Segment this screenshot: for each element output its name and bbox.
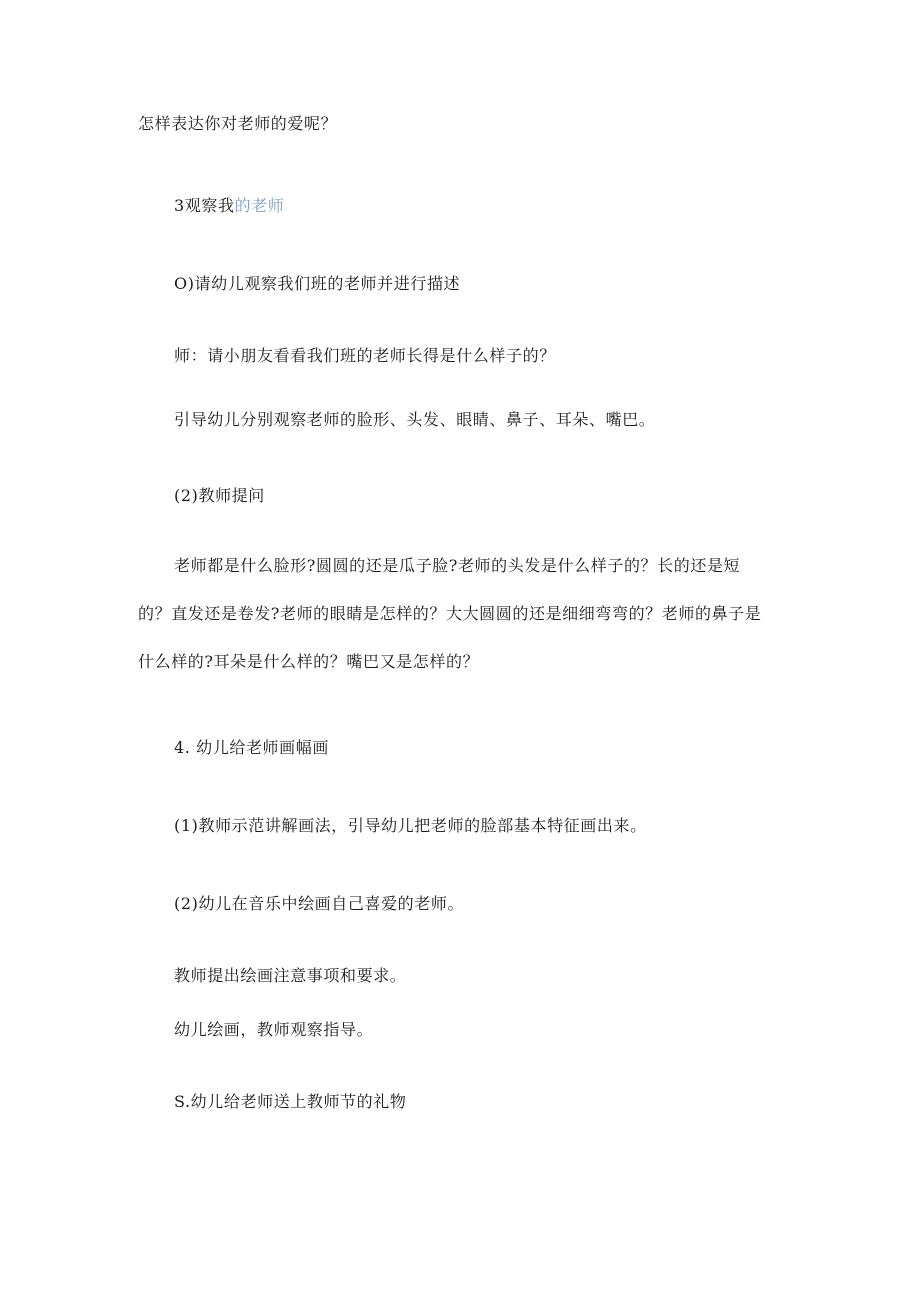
section-3-heading: 3观察我的老师 <box>174 196 285 215</box>
section-4-heading: 4. 幼儿给老师画幅画 <box>174 738 329 757</box>
step-demo-line: (1)教师示范讲解画法，引导幼儿把老师的脸部基本特征画出来。 <box>174 816 647 835</box>
observe-guide-line: 幼儿绘画，教师观察指导。 <box>174 1020 374 1039</box>
step-question-heading: (2)教师提问 <box>174 486 265 505</box>
questions-line-1: 老师都是什么脸形?圆圆的还是瓜子脸?老师的头发是什么样子的？长的还是短 <box>174 556 741 575</box>
questions-line-2: 的？直发还是卷发?老师的眼睛是怎样的？大大圆圆的还是细细弯弯的？老师的鼻子是 <box>138 604 762 623</box>
teacher-prompt-line: 师：请小朋友看看我们班的老师长得是什么样子的？ <box>174 346 556 365</box>
requirements-line: 教师提出绘画注意事项和要求。 <box>174 966 407 985</box>
guide-line: 引导幼儿分别观察老师的脸形、头发、眼睛、鼻子、耳朵、嘴巴。 <box>174 410 656 429</box>
step-observe-line: O)请幼儿观察我们班的老师并进行描述 <box>174 274 461 293</box>
question-line: 怎样表达你对老师的爱呢？ <box>138 114 338 133</box>
questions-line-3: 什么样的?耳朵是什么样的？嘴巴又是怎样的？ <box>138 652 480 671</box>
step-draw-line: (2)幼儿在音乐中绘画自己喜爱的老师。 <box>174 894 465 913</box>
section-5-heading: S.幼儿给老师送上教师节的礼物 <box>174 1092 407 1111</box>
section-3-heading-accent: 的老师 <box>234 196 285 215</box>
